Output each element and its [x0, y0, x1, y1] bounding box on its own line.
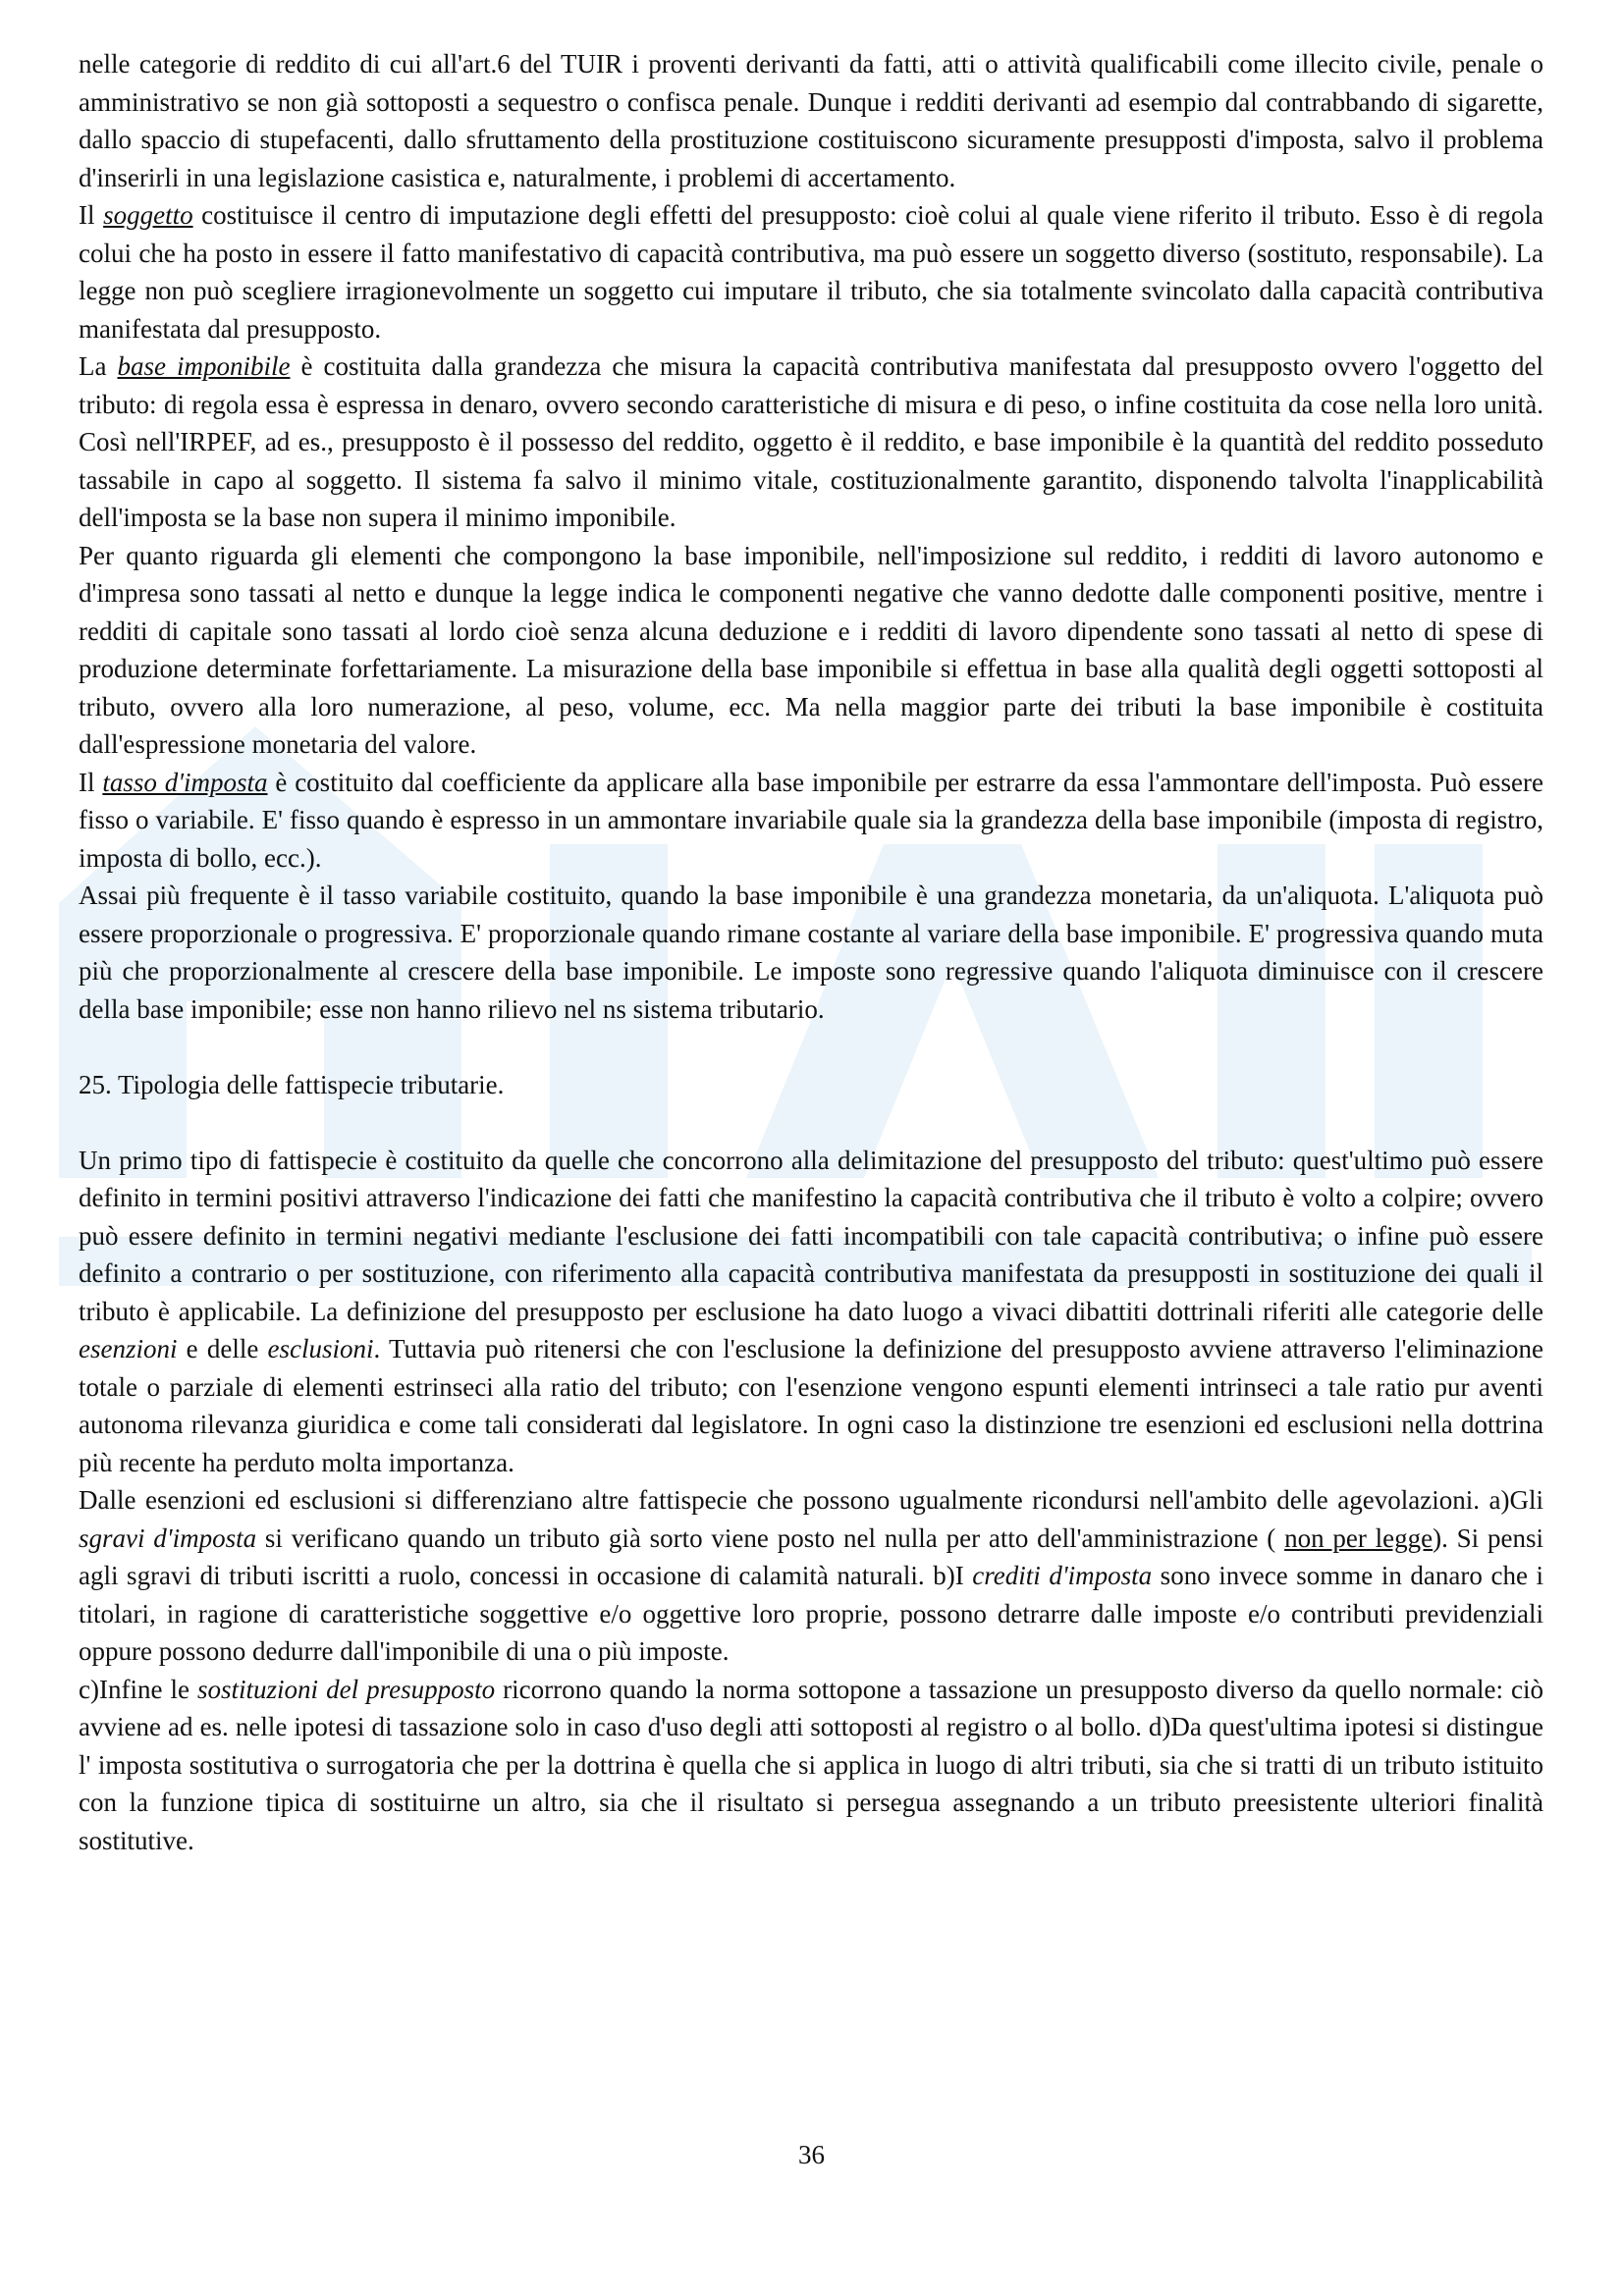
- blank-line: [79, 1028, 1543, 1066]
- section-body: [79, 1142, 1543, 1860]
- paragraph: [79, 347, 1543, 537]
- text-run: Il: [79, 200, 104, 230]
- paragraph: [79, 196, 1543, 347]
- text-run: Un primo tipo di fattispecie è costituito da quelle che concorrono alla delimitazione del presupposto del tributo: quest'ultimo può essere definito in termini positivi attraverso l'indicazione dei fatti che manifestino la capacità contributiva che il tributo è volto a colpire; ovvero può essere definito in termini negativi mediante l'esclusione dei fatti incompatibili con tale capacità contributiva; o infine può essere definito a contrario o per sostituzione, con riferimento alla capacità contributiva manifestata da presupposti in sostituzione dei quali il tributo è applicabile. La definizione del presupposto per esclusione ha dato luogo a vivaci dibattiti dottrinali riferiti alle categorie delle: [79, 1145, 1543, 1326]
- paragraph: [79, 1481, 1543, 1671]
- paragraph: [79, 764, 1543, 878]
- text-run: si verificano quando un tributo già sorto viene posto nel nulla per atto dell'amministrazione (: [256, 1522, 1285, 1553]
- text-run: Il: [79, 767, 103, 797]
- page-number: 36: [798, 2140, 825, 2169]
- text-run: nelle categorie di reddito di cui all'art.6 del TUIR i proventi derivanti da fatti, atti o attività qualificabili come illecito civile, penale o amministrativo se non già sottoposti a sequestro o confisca penale. Dunque i redditi derivanti ad esempio dal contrabbando di sigarette, dallo spaccio di stupefacenti, dallo sfruttamento della prostituzione costituiscono sicuramente presupposti d'imposta, salvo il problema d'inserirli in una legislazione casistica e, naturalmente, i problemi di accertamento.: [79, 49, 1543, 192]
- text-run: è costituito dal coefficiente da applicare alla base imponibile per estrarre da essa l'ammontare dell'imposta. Può essere fisso o variabile. E' fisso quando è espresso in un ammontare invariabile quale sia la grandezza della base imponibile (imposta di registro, imposta di bollo, ecc.).: [79, 767, 1543, 873]
- text-run: ). Si pensi agli sgravi di tributi iscritti a ruolo, concessi in occasione di calamità naturali. b)I: [79, 1522, 1543, 1590]
- emphasis-term: crediti d'imposta: [972, 1561, 1153, 1590]
- section-continuation: [79, 45, 1543, 1028]
- emphasis-term: esclusioni: [267, 1334, 374, 1363]
- paragraph: [79, 537, 1543, 764]
- text-run: sono invece somme in danaro che i titolari, in ragione di caratteristiche soggettive e/o oggettive loro proprie, possono detrarre dalle imposte e/o contributi previdenziali oppure possono dedurre dall'imponibile di una o più imposte.: [79, 1561, 1544, 1666]
- text-run: Dalle esenzioni ed esclusioni si differenziano altre fattispecie che possono ugualmente ricondursi nell'ambito delle agevolazioni. a)Gli: [79, 1485, 1543, 1515]
- paragraph: [79, 1142, 1543, 1482]
- paragraph: [79, 1671, 1543, 1860]
- underlined-text: non per legge: [1284, 1522, 1434, 1553]
- text-run: La: [79, 351, 118, 381]
- paragraph: [79, 45, 1543, 196]
- text-run: e delle: [177, 1334, 268, 1363]
- blank-line: [79, 1103, 1543, 1142]
- emphasis-term: tasso d'imposta: [102, 767, 268, 797]
- text-run: costituisce il centro di imputazione degli effetti del presupposto: cioè colui al quale viene riferito il tributo. Esso è di regola colui che ha posto in essere il fatto manifestativo di capacità contributiva, ma può essere un soggetto diverso (sostituto, responsabile). La legge non può scegliere irragionevolmente un soggetto cui imputare il tributo, che sia totalmente svincolato dalla capacità contributiva manifestata dal presupposto.: [79, 200, 1543, 344]
- emphasis-term: sostituzioni del presupposto: [197, 1674, 496, 1704]
- section-heading: 25. Tipologia delle fattispecie tributarie.: [79, 1069, 505, 1099]
- text-run: ricorrono quando la norma sottopone a tassazione un presupposto diverso da quello normale: ciò avviene ad es. nelle ipotesi di tassazione solo in caso d'uso degli atti sottoposti al registro o al bollo. d)Da quest'ultima ipotesi si distingue l' imposta sostitutiva o surrogatoria che per la dottrina è quella che si applica in luogo di altri tributi, sia che si tratti di un tributo istituito con la funzione tipica di sostituirne un altro, sia che il risultato si persegua assegnando a un tributo preesistente ulteriori finalità sostitutive.: [79, 1674, 1543, 1855]
- emphasis-term: esenzioni: [79, 1334, 178, 1363]
- text-run: Per quanto riguarda gli elementi che compongono la base imponibile, nell'imposizione sul reddito, i redditi di lavoro autonomo e d'impresa sono tassati al netto e dunque la legge indica le componenti negative che vanno dedotte dalle componenti positive, mentre i redditi di capitale sono tassati al lordo cioè senza alcuna deduzione e i redditi di lavoro dipendente sono tassati al netto di spese di produzione determinate forfettariamente. La misurazione della base imponibile si effettua in base alla qualità degli oggetti sottoposti al tributo, ovvero alla loro numerazione, al peso, volume, ecc. Ma nella maggior parte dei tributi la base imponibile è costituita dall'espressione monetaria del valore.: [79, 540, 1543, 759]
- emphasis-term: base imponibile: [117, 351, 291, 381]
- emphasis-term: sgravi d'imposta: [79, 1522, 257, 1553]
- paragraph: [79, 877, 1543, 1028]
- emphasis-term: soggetto: [103, 200, 193, 230]
- text-run: c)Infine le: [79, 1674, 198, 1704]
- text-run: è costituita dalla grandezza che misura la capacità contributiva manifestata dal presupposto ovvero l'oggetto del tributo: di regola essa è espressa in denaro, ovvero secondo caratteristiche di misura e di peso, o infine costituita da cose nella loro unità. Così nell'IRPEF, ad es., presupposto è il possesso del reddito, oggetto è il reddito, e base imponibile è la quantità del reddito posseduto tassabile in capo al soggetto. Il sistema fa salvo il minimo vitale, costituzionalmente garantito, disponendo talvolta l'inapplicabilità dell'imposta se la base non supera il minimo imponibile.: [79, 351, 1543, 532]
- text-run: Assai più frequente è il tasso variabile costituito, quando la base imponibile è una grandezza monetaria, da un'aliquota. L'aliquota può essere proporzionale o progressiva. E' proporzionale quando rimane costante al variare della base imponibile. E' progressiva quando muta più che proporzionalmente al crescere della base imponibile. Le imposte sono regressive quando l'aliquota diminuisce con il crescere della base imponibile; esse non hanno rilievo nel ns sistema tributario.: [79, 881, 1543, 1024]
- text-run: . Tuttavia può ritenersi che con l'esclusione la definizione del presupposto avviene attraverso l'eliminazione totale o parziale di elementi estrinseci alla ratio del tributo; con l'esenzione vengono espunti elementi intrinseci a tale ratio pur aventi autonoma rilevanza giuridica e come tali considerati dal legislatore. In ogni caso la distinzione tre esenzioni ed esclusioni nella dottrina più recente ha perduto molta importanza.: [79, 1334, 1543, 1477]
- document-body: [79, 45, 1543, 1859]
